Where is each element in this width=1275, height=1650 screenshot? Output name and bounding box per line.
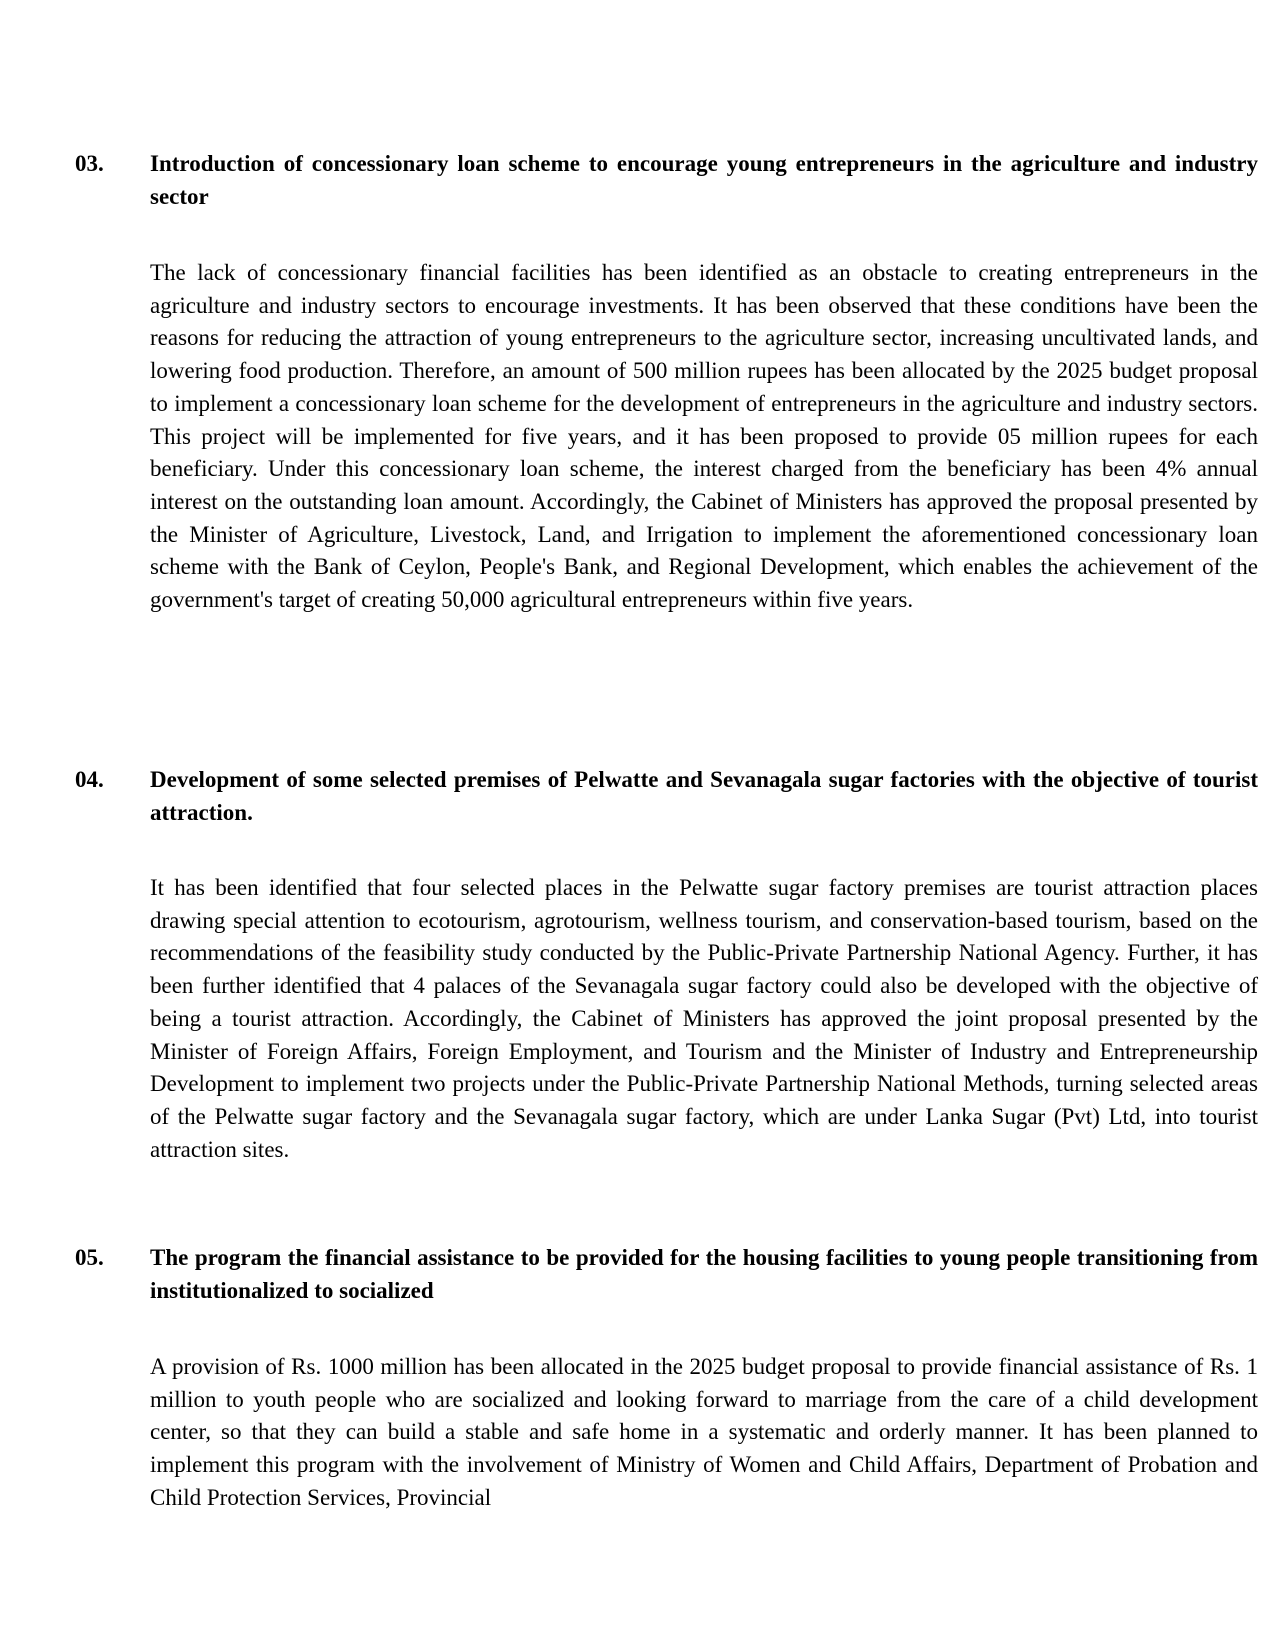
section-body [150,764,1258,1166]
section-heading: Introduction of concessionary loan scheme to encourage young entrepreneurs in the agriculture and industry sector [150,151,1258,209]
section-body [150,1242,1258,1515]
section-body [150,148,1258,617]
section-paragraph: A provision of Rs. 1000 million has been allocated in the 2025 budget proposal to provide financial assistance of Rs. 1 million to youth people who are socialized and looking forward to marriage from the care of a child development center, so that they can build a stable and safe home in a systematic and orderly manner. It has been planned to implement this program with the involvement of Ministry of Women and Child Affairs, Department of Probation and Child Protection Services, Provincial [150,1354,1258,1510]
section-number: 05. [75,1245,104,1270]
section-number: 04. [75,767,104,792]
section-paragraph: It has been identified that four selected places in the Pelwatte sugar factory premises are tourist attraction places drawing special attention to ecotourism, agrotourism, wellness tourism, and conservation-based tourism, based on the recommendations of the feasibility study conducted by the Public-Private Partnership National Agency. Further, it has been further identified that 4 palaces of the Sevanagala sugar factory could also be developed with the objective of being a tourist attraction. Accordingly, the Cabinet of Ministers has approved the joint proposal presented by the Minister of Foreign Affairs, Foreign Employment, and Tourism and the Minister of Industry and Entrepreneurship Development to implement two projects under the Public-Private Partnership National Methods, turning selected areas of the Pelwatte sugar factory and the Sevanagala sugar factory, which are under Lanka Sugar (Pvt) Ltd, into tourist attraction sites. [150,875,1258,1162]
section-number: 03. [75,151,104,176]
section-paragraph: The lack of concessionary financial facilities has been identified as an obstacle to creating entrepreneurs in the agriculture and industry sectors to encourage investments. It has been observed that these conditions have been the reasons for reducing the attraction of young entrepreneurs to the agriculture sector, increasing uncultivated lands, and lowering food production. Therefore, an amount of 500 million rupees has been allocated by the 2025 budget proposal to implement a concessionary loan scheme for the development of entrepreneurs in the agriculture and industry sectors. This project will be implemented for five years, and it has been proposed to provide 05 million rupees for each beneficiary. Under this concessionary loan scheme, the interest charged from the beneficiary has been 4% annual interest on the outstanding loan amount. Accordingly, the Cabinet of Ministers has approved the proposal presented by the Minister of Agriculture, Livestock, Land, and Irrigation to implement the aforementioned concessionary loan scheme with the Bank of Ceylon, People's Bank, and Regional Development, which enables the achievement of the government's target of creating 50,000 agricultural entrepreneurs within five years. [150,260,1258,613]
section-heading: The program the financial assistance to be provided for the housing facilities to young people transitioning from institutionalized to socialized [150,1245,1258,1303]
section-heading: Development of some selected premises of Pelwatte and Sevanagala sugar factories with the objective of tourist attraction. [150,767,1258,825]
